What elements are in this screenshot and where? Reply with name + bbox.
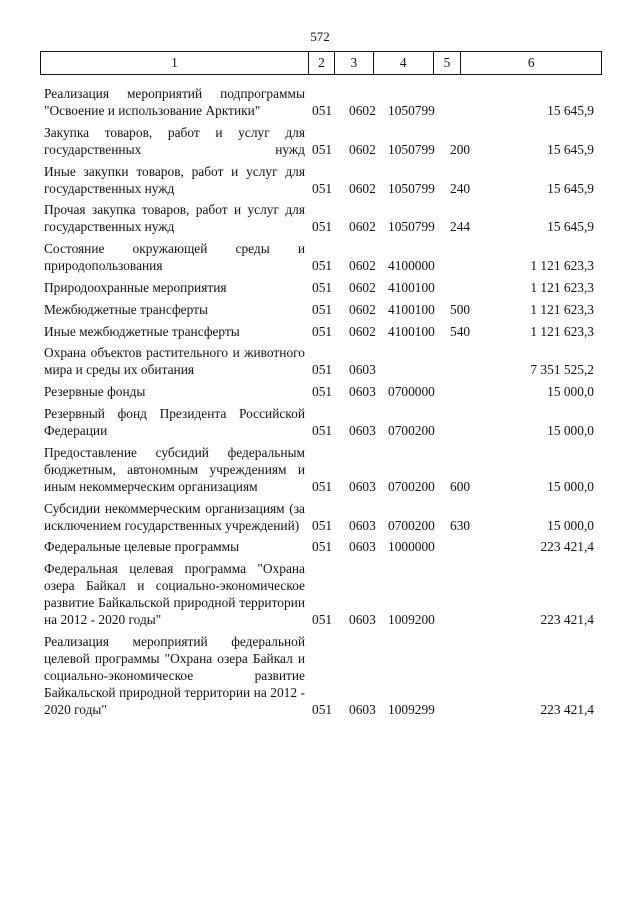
row-code-ministry: 051 (312, 141, 333, 157)
row-description: Реализация мероприятий федеральной целевой программы "Охрана озера Байкал и социально-экономическое развитие Байкальской природной территории на 2012 - 2020 годы" (44, 633, 305, 717)
row-code-ministry: 051 (312, 323, 333, 339)
row-amount: 223 421,4 (540, 539, 594, 555)
row-description: Федеральная целевая программа "Охрана озера Байкал и социально-экономическое развитие Байкальской природной территории на 2012 - 2020 годы" (44, 561, 305, 628)
header-col-2: 2 (309, 52, 335, 74)
row-code-section: 0602 (349, 219, 376, 235)
header-col-3: 3 (335, 52, 374, 74)
table-row (44, 344, 600, 378)
row-code-section: 0602 (349, 301, 376, 317)
row-code-target: 1009200 (388, 612, 435, 628)
row-amount: 1 121 623,3 (530, 323, 594, 339)
row-amount: 15 000,0 (547, 478, 594, 494)
row-amount: 1 121 623,3 (530, 279, 594, 295)
row-code-section: 0603 (349, 517, 376, 533)
row-amount: 15 645,9 (547, 103, 594, 118)
row-code-target: 1000000 (388, 539, 435, 555)
row-code-section: 0602 (349, 323, 376, 339)
table-row (44, 201, 600, 235)
row-code-target: 1050799 (388, 103, 435, 118)
table-row (44, 633, 600, 718)
row-code-target: 1050799 (388, 180, 435, 196)
table-row (44, 124, 600, 158)
row-description: Межбюджетные трансферты (44, 301, 208, 317)
row-amount: 15 000,0 (547, 384, 594, 400)
row-code-target: 4100100 (388, 301, 435, 317)
row-code-ministry: 051 (312, 539, 333, 555)
row-description: Предоставление субсидий федеральным бюджетным, автономным учреждениям и иным некоммерческим организациям (44, 444, 305, 494)
row-code-expense-type: 540 (450, 323, 471, 339)
row-description: Иные закупки товаров, работ и услуг для государственных нужд (44, 163, 305, 196)
table-row (44, 538, 600, 555)
header-col-1: 1 (41, 52, 309, 74)
table-row (44, 383, 600, 400)
row-code-section: 0602 (349, 279, 376, 295)
row-description: Реализация мероприятий подпрограммы "Освоение и использование Арктики" (44, 86, 305, 118)
row-description: Закупка товаров, работ и услуг для государственных нужд (44, 124, 305, 157)
row-code-section: 0602 (349, 180, 376, 196)
row-code-ministry: 051 (312, 279, 333, 295)
row-amount: 1 121 623,3 (530, 258, 594, 274)
row-code-target: 1050799 (388, 141, 435, 157)
row-description: Федеральные целевые программы (44, 539, 240, 555)
row-code-target: 0700200 (388, 517, 435, 533)
row-code-expense-type: 200 (450, 141, 471, 157)
row-code-expense-type: 244 (450, 219, 471, 235)
table-row (44, 85, 600, 119)
row-code-ministry: 051 (312, 103, 333, 118)
header-col-5: 5 (434, 52, 462, 74)
table-row (44, 240, 600, 274)
row-code-target: 1009299 (388, 701, 435, 717)
table-header (40, 51, 602, 75)
row-amount: 15 000,0 (547, 517, 594, 533)
row-code-expense-type: 240 (450, 180, 471, 196)
row-description: Состояние окружающей среды и природопользования (44, 241, 305, 274)
row-code-target: 0700000 (388, 384, 435, 400)
row-code-ministry: 051 (312, 701, 333, 717)
row-amount: 15 645,9 (547, 180, 594, 196)
row-code-section: 0602 (349, 103, 376, 118)
row-code-target: 4100000 (388, 258, 435, 274)
row-code-target: 4100100 (388, 323, 435, 339)
table-row (44, 444, 600, 495)
row-code-section: 0603 (349, 478, 376, 494)
row-description: Прочая закупка товаров, работ и услуг для государственных нужд (44, 202, 305, 235)
table-row (44, 163, 600, 197)
row-amount: 7 351 525,2 (530, 362, 594, 378)
row-amount: 223 421,4 (540, 701, 594, 717)
row-code-ministry: 051 (312, 612, 333, 628)
table-row (44, 279, 600, 296)
row-code-section: 0603 (349, 612, 376, 628)
row-code-ministry: 051 (312, 301, 333, 317)
row-amount: 15 645,9 (547, 219, 594, 235)
row-code-section: 0603 (349, 362, 376, 378)
row-code-ministry: 051 (312, 478, 333, 494)
row-code-section: 0602 (349, 258, 376, 274)
row-code-target: 0700200 (388, 478, 435, 494)
row-code-ministry: 051 (312, 517, 333, 533)
row-code-ministry: 051 (312, 180, 333, 196)
row-code-section: 0603 (349, 384, 376, 400)
header-col-6: 6 (527, 55, 535, 70)
row-description: Резервные фонды (44, 384, 146, 400)
row-code-section: 0602 (349, 141, 376, 157)
row-description: Субсидии некоммерческим организациям (за исключением государственных учреждений) (44, 500, 305, 533)
row-code-ministry: 051 (312, 422, 333, 438)
table-row (44, 405, 600, 439)
row-code-expense-type: 500 (450, 301, 471, 317)
table-row (44, 301, 600, 318)
row-code-target: 4100100 (388, 279, 435, 295)
header-col-4: 4 (374, 52, 434, 74)
row-code-target: 0700200 (388, 422, 435, 438)
row-code-ministry: 051 (312, 384, 333, 400)
row-description: Охрана объектов растительного и животного мира и среды их обитания (44, 345, 305, 378)
row-description: Природоохранные мероприятия (44, 279, 227, 295)
row-code-section: 0603 (349, 422, 376, 438)
budget-table-body (44, 85, 600, 723)
row-code-expense-type: 630 (450, 517, 471, 533)
row-code-section: 0603 (349, 539, 376, 555)
row-description: Резервный фонд Президента Российской Федерации (44, 405, 305, 438)
row-amount: 15 645,9 (547, 141, 594, 157)
row-code-expense-type: 600 (450, 478, 471, 494)
row-code-section: 0603 (349, 701, 376, 717)
table-row (44, 323, 600, 340)
row-amount: 1 121 623,3 (530, 301, 594, 317)
table-row (44, 560, 600, 628)
row-code-ministry: 051 (312, 219, 333, 235)
table-row (44, 500, 600, 534)
row-code-ministry: 051 (312, 258, 333, 274)
row-description: Иные межбюджетные трансферты (44, 323, 240, 339)
page-number: 572 (310, 29, 330, 44)
row-amount: 223 421,4 (540, 612, 594, 628)
row-amount: 15 000,0 (547, 422, 594, 438)
row-code-target: 1050799 (388, 219, 435, 235)
row-code-ministry: 051 (312, 362, 333, 378)
